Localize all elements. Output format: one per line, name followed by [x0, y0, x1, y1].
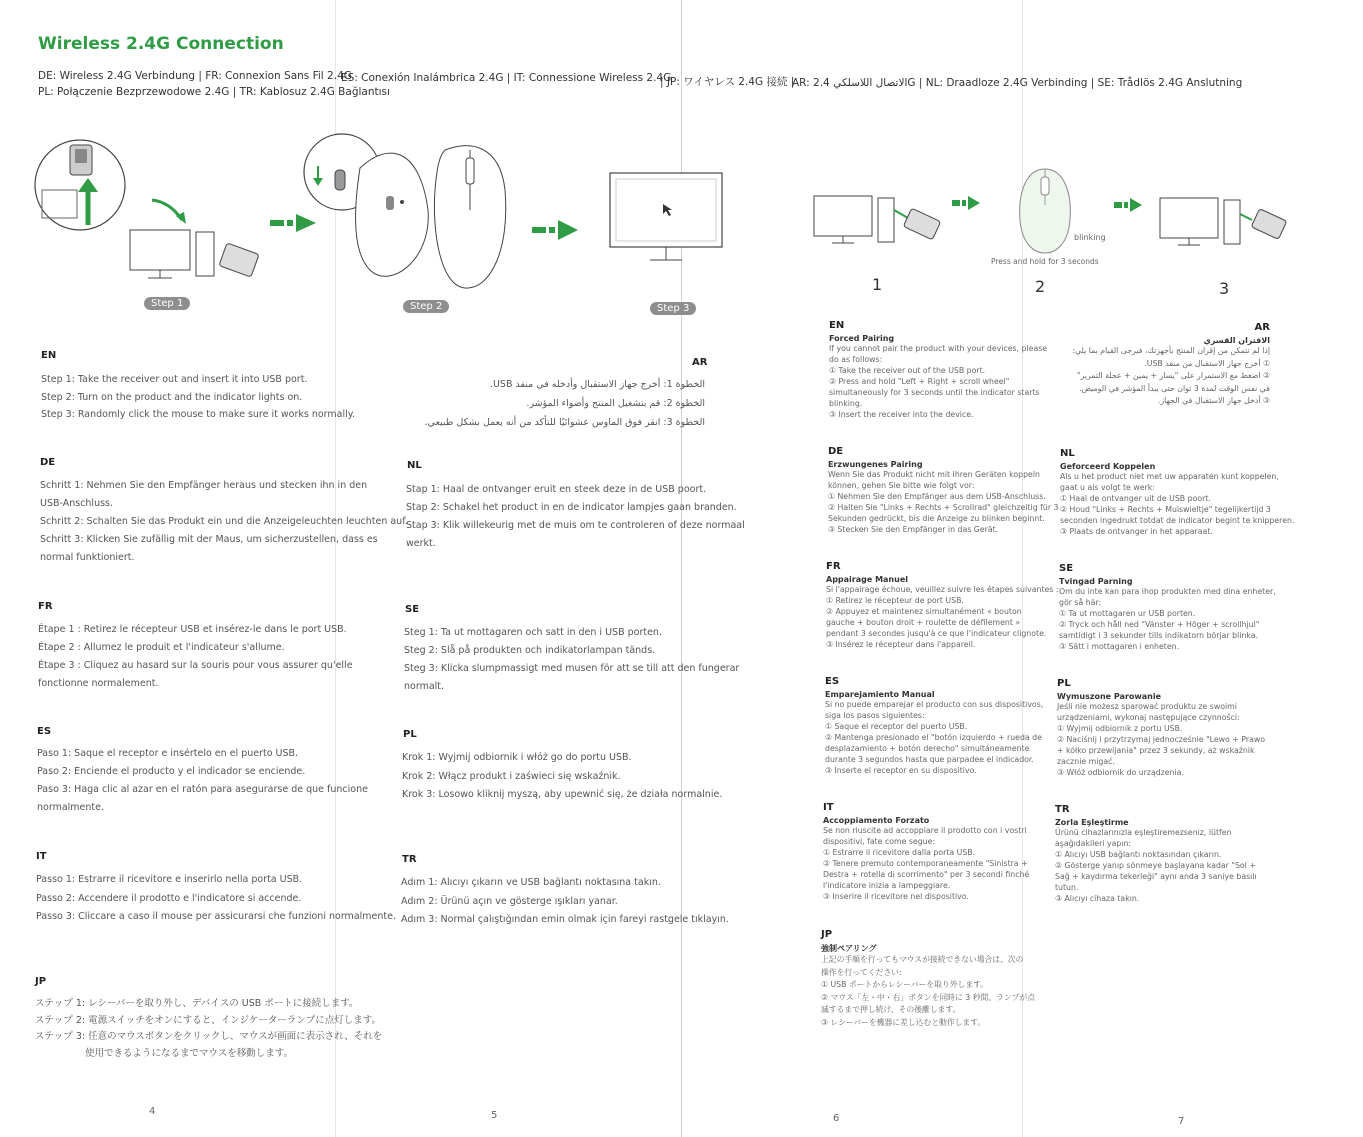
se-heading: SE: [405, 604, 420, 615]
es-pairing-line: siga los pasos siguientes:: [825, 711, 925, 720]
ar-step-line: الخطوة 3: انقر فوق الماوس عشوائيًا للتأكد من أنه يعمل بشكل طبيعي.: [424, 417, 705, 428]
pl-steps: [402, 749, 722, 805]
nl-pairing-subtitle: Geforceerd Koppelen: [1060, 462, 1156, 471]
se-steps: [404, 624, 739, 696]
fr-pairing-line: ② Appuyez et maintenez simultanément « bouton: [826, 607, 1022, 616]
jp-pairing-line: ② マウス「左・中・右」ボタンを同時に 3 秒間、ランプが点: [821, 992, 1036, 1002]
fr-pairing-subtitle: Appairage Manuel: [826, 575, 908, 584]
de-step-line: Schritt 2: Schalten Sie das Produkt ein und die Anzeigeleuchten leuchten auf.: [40, 516, 408, 527]
en-step-line: Step 2: Turn on the product and the indicator lights on.: [41, 391, 303, 403]
ar-pairing-heading: AR: [1254, 322, 1270, 333]
de-pairing-line: Sekunden gedrückt, bis die Anzeige zu blinken beginnt.: [828, 514, 1045, 523]
page-title: Wireless 2.4G Connection: [38, 34, 284, 54]
pl-pairing-line: zacznie migać.: [1057, 757, 1115, 766]
step3-label: Step 3: [650, 302, 696, 315]
step1-label: Step 1: [144, 297, 190, 310]
fr-step-line: Étape 3 : Cliquez au hasard sur la souris pour vous assurer qu'elle: [38, 660, 353, 671]
tr-pairing-line: ① Alıcıyı USB bağlantı noktasından çıkarın.: [1055, 850, 1222, 859]
pl-step-line: Krok 1: Wyjmij odbiornik i włóż go do portu USB.: [402, 752, 632, 763]
tr-pairing-section: [1055, 804, 1257, 904]
pl-pairing-line: + kółko przewijania" przez 3 sekundy, aż wskaźnik: [1057, 746, 1255, 755]
arrow-icon: [952, 196, 982, 210]
se-pairing-line: ① Ta ut mottagaren ur USB porten.: [1059, 609, 1196, 618]
en-pairing-line: ② Press and hold "Left + Right + scroll wheel": [829, 377, 1010, 386]
se-pairing-line: gör så här:: [1059, 598, 1102, 607]
se-pairing-line: samtidigt i 3 sekunder tills indikatorn börjar blinka.: [1059, 631, 1258, 640]
de-pairing-line: ③ Stecken Sie den Empfänger in das Gerät.: [828, 525, 999, 534]
en-pairing-line: simultaneously for 3 seconds until the indicator starts: [829, 388, 1040, 397]
en-pairing-section: [829, 320, 1047, 420]
es-step-line: Paso 2: Enciende el producto y el indicador se enciende.: [37, 766, 306, 777]
language-line-1a: DE: Wireless 2.4G Verbindung | FR: Connexion Sans Fil 2.4G: [38, 70, 352, 82]
tr-steps: [401, 874, 729, 930]
ar-pairing-subtitle: الاقتران القسري: [1203, 336, 1270, 345]
press-hold-label: Press and hold for 3 seconds: [991, 257, 1099, 266]
nl-pairing-line: gaat u als volgt te werk:: [1060, 483, 1155, 492]
ar-step-line: الخطوة 2: قم بتشغيل المنتج وأضواء المؤشر.: [526, 398, 705, 409]
ar-pairing-line: في نفس الوقت لمدة 3 ثوان حتى يبدأ المؤشر في الوميض.: [1079, 383, 1270, 393]
nl-pairing-heading: NL: [1060, 448, 1075, 459]
de-pairing-line: ② Halten Sie "Links + Rechts + Scrollrad" gleichzeitig für 3: [828, 503, 1059, 512]
tr-pairing-line: tutun.: [1055, 883, 1079, 892]
it-pairing-line: Se non riuscite ad accoppiare il prodotto con i vostri: [823, 826, 1027, 835]
se-step-line: normalt.: [404, 681, 445, 692]
pairing-step-number-1: 1: [872, 275, 883, 294]
pl-pairing-line: ② Naciśnij i przytrzymaj jednocześnie "Lewo + Prawo: [1057, 735, 1266, 744]
es-pairing-line: ② Mantenga presionado el "botón izquierdo + rueda de: [825, 733, 1042, 742]
step3-illustration: [600, 168, 730, 273]
it-pairing-line: ① Estrarre il ricevitore dalla porta USB.: [823, 848, 976, 857]
step2-label: Step 2: [403, 300, 449, 313]
jp-pairing-subtitle: 強制ペアリング: [821, 944, 877, 953]
pairing-step-number-2: 2: [1035, 277, 1046, 296]
step2-illustration: [300, 130, 580, 295]
page-number-6: 6: [833, 1113, 840, 1124]
it-pairing-heading: IT: [823, 802, 834, 813]
es-step-line: normalmente.: [37, 802, 104, 813]
ar-pairing-line: إذا لم تتمكن من إقران المنتج بأجهزتك، فيرجى القيام بما يلي:: [1072, 346, 1270, 355]
pl-pairing-line: Jeśli nie możesz sparować produktu ze swoimi: [1057, 702, 1237, 711]
ar-heading: AR: [692, 357, 708, 368]
jp-step-line: ステップ 1: レシーバーを取り外し、デバイスの USB ポートに接続します。: [35, 998, 359, 1009]
fr-pairing-line: ③ Insérez le récepteur dans l'appareil.: [826, 640, 976, 649]
es-pairing-line: ③ Inserte el receptor en su dispositivo.: [825, 766, 977, 775]
jp-pairing-line: 上記の手順を行ってもマウスが接続できない場合は、次の: [821, 955, 1024, 964]
es-step-line: Paso 1: Saque el receptor e insértelo en el puerto USB.: [37, 748, 299, 759]
it-heading: IT: [36, 851, 47, 862]
tr-pairing-subtitle: Zorla Eşleştirme: [1055, 818, 1129, 827]
jp-heading: JP: [35, 976, 47, 987]
it-step-line: Passo 1: Estrarre il ricevitore e inserirlo nella porta USB.: [36, 874, 303, 885]
de-pairing-line: Wenn Sie das Produkt nicht mit Ihren Geräten koppeln: [828, 470, 1040, 479]
tr-pairing-line: Sağ + kaydırma tekerleği" aynı anda 3 saniye basılı: [1055, 872, 1257, 881]
es-steps: [37, 745, 368, 817]
de-step-line: USB-Anschluss.: [40, 498, 114, 509]
de-pairing-subtitle: Erzwungenes Pairing: [828, 460, 923, 469]
ar-pairing-line: ③ أدخل جهاز الاستقبال في الجهاز.: [1157, 396, 1270, 405]
de-pairing-line: ① Nehmen Sie den Empfänger aus dem USB-Anschluss.: [828, 492, 1046, 501]
jp-steps: [35, 996, 382, 1062]
es-pairing-section: [825, 676, 1043, 776]
se-step-line: Steg 3: Klicka slumpmassigt med musen för att se till att den fungerar: [404, 663, 740, 674]
jp-step-line: ステップ 3: 任意のマウスボタンをクリックし、マウスが画面に表示され、それを: [35, 1031, 383, 1042]
es-pairing-line: durante 3 segundos hasta que parpadee el indicador.: [825, 755, 1034, 764]
language-line-2: PL: Połączenie Bezprzewodowe 2.4G | TR: Kablosuz 2.4G Bağlantısı: [38, 86, 390, 98]
page-number-7: 7: [1178, 1116, 1185, 1127]
tr-step-line: Adım 1: Alıcıyı çıkarın ve USB bağlantı noktasına takın.: [401, 877, 661, 888]
en-pairing-line: blinking.: [829, 399, 863, 408]
it-pairing-line: ② Tenere premuto contemporaneamente "Sinistra +: [823, 859, 1028, 868]
pl-heading: PL: [403, 729, 417, 740]
nl-pairing-line: Als u het product niet met uw apparaten kunt koppelen,: [1060, 472, 1279, 481]
nl-pairing-line: ② Houd "Links + Rechts + Muiswieltje" tegelijkertijd 3: [1060, 505, 1271, 514]
jp-pairing-section: [821, 929, 1035, 1029]
it-pairing-subtitle: Accoppiamento Forzato: [823, 816, 930, 825]
pairing-step2-mouse-illustration: [1010, 165, 1080, 255]
pl-pairing-line: urządzeniami, wykonaj następujące czynności:: [1057, 713, 1240, 722]
ar-step-line: الخطوة 1: أخرج جهاز الاستقبال وأدخله في منفذ USB.: [489, 379, 705, 390]
it-pairing-line: ③ Inserire il ricevitore nel dispositivo.: [823, 892, 969, 901]
pl-pairing-section: [1057, 678, 1265, 778]
page-number-5: 5: [491, 1110, 498, 1121]
fr-pairing-section: [826, 561, 1058, 650]
jp-pairing-line: ③ レシーバーを機器に差し込むと動作します。: [821, 1017, 986, 1027]
en-step-line: Step 3: Randomly click the mouse to make sure it works normally.: [41, 409, 356, 420]
arrow-icon: [1114, 198, 1144, 212]
de-step-line: Schritt 1: Nehmen Sie den Empfänger heraus und stecken ihn in den: [40, 480, 368, 491]
nl-pairing-line: ① Haal de ontvanger uit de USB poort.: [1060, 494, 1211, 503]
tr-pairing-line: Ürünü cihazlarınızla eşleştiremezseniz, lütfen: [1055, 828, 1232, 837]
nl-steps: [406, 481, 745, 553]
fr-steps: [38, 621, 353, 693]
it-pairing-section: [823, 802, 1029, 902]
page-number-4: 4: [149, 1106, 156, 1117]
es-pairing-subtitle: Emparejamiento Manual: [825, 690, 935, 699]
jp-pairing-line: 操作を行ってください:: [821, 967, 902, 977]
en-pairing-line: ① Take the receiver out of the USB port.: [829, 366, 986, 375]
tr-pairing-line: ② Göstergе yanıp sönmeye başlayana kadar "Sol +: [1055, 861, 1256, 870]
pl-step-line: Krok 3: Losowo kliknij myszą, aby upewnić się, że działa normalnie.: [402, 789, 723, 800]
es-pairing-line: desplazamiento + botón derecho" simultáneamente: [825, 744, 1030, 753]
ar-pairing-section: [1040, 322, 1270, 408]
language-line-1c: | JP: ワイヤレス 2.4G 接続 |: [660, 76, 795, 88]
tr-heading: TR: [402, 854, 417, 865]
fr-step-line: fonctionne normalement.: [38, 678, 159, 689]
es-pairing-heading: ES: [825, 676, 840, 687]
en-pairing-line: ③ Insert the receiver into the device.: [829, 410, 974, 419]
it-pairing-line: dispositivi, fate come segue:: [823, 837, 936, 846]
tr-pairing-heading: TR: [1055, 804, 1070, 815]
en-pairing-subtitle: Forced Pairing: [829, 334, 895, 343]
it-step-line: Passo 2: Accendere il prodotto e l'indicatore si accende.: [36, 892, 302, 904]
jp-pairing-heading: JP: [821, 929, 833, 940]
fr-heading: FR: [38, 601, 53, 612]
se-pairing-line: ③ Sätt i mottagaren i enheten.: [1059, 642, 1180, 651]
pl-pairing-subtitle: Wymuszone Parowanie: [1057, 692, 1162, 701]
es-heading: ES: [37, 726, 52, 737]
step1-illustration: [30, 130, 330, 290]
de-pairing-line: können, gehen Sie bitte wie folgt vor:: [828, 481, 975, 490]
tr-step-line: Adım 2: Ürünü açın ve gösterge ışıkları yanar.: [401, 895, 618, 907]
tr-pairing-line: aşağıdakileri yapın:: [1055, 839, 1132, 848]
de-heading: DE: [40, 457, 56, 468]
it-pairing-line: Destra + rotella di scorrimento" per 3 secondi finché: [823, 870, 1030, 879]
fr-pairing-line: pendant 3 secondes jusqu'à ce que l'indicateur clignote.: [826, 629, 1047, 638]
jp-step-line: ステップ 2: 電源スイッチをオンにすると、インジケーターランプに点灯します。: [35, 1014, 382, 1026]
tr-step-line: Adım 3: Normal çalıştığından emin olmak için fareyi rastgele tıklayın.: [401, 914, 729, 925]
en-steps: [41, 371, 355, 424]
se-step-line: Steg 2: Slå på produkten och indikatorlampan tänds.: [404, 645, 656, 656]
it-steps: [36, 871, 396, 927]
de-pairing-section: [828, 446, 1058, 535]
de-pairing-heading: DE: [828, 446, 844, 457]
es-step-line: Paso 3: Haga clic al azar en el ratón para asegurarse de que funcione: [37, 784, 368, 795]
pl-pairing-line: ③ Włóż odbiornik do urządzenia.: [1057, 768, 1184, 777]
nl-pairing-section: [1060, 448, 1294, 537]
jp-pairing-line: 滅するまで押し続け、その後離します。: [821, 1005, 961, 1014]
en-step-line: Step 1: Take the receiver out and insert it into USB port.: [41, 374, 308, 385]
se-pairing-line: Om du inte kan para ihop produkten med dina enheter,: [1059, 587, 1276, 596]
nl-heading: NL: [407, 460, 422, 471]
blinking-label: blinking: [1074, 233, 1106, 242]
language-line-1d: AR: الاتصال اللاسلكي 2.4G | NL: Draadloze 2.4G Verbinding | SE: Trådlös 2.4G Anslutning: [792, 77, 1243, 89]
de-steps: [40, 477, 408, 567]
nl-pairing-line: ③ Plaats de ontvanger in het apparaat.: [1060, 527, 1213, 536]
pl-step-line: Krok 2: Włącz produkt i zaświeci się wskaźnik.: [402, 770, 621, 782]
se-pairing-line: ② Tryck och håll ned "Vänster + Höger + scrollhjul": [1059, 620, 1260, 629]
es-pairing-line: ① Saque el receptor del puerto USB.: [825, 722, 968, 731]
de-step-line: normal funktioniert.: [40, 552, 135, 563]
en-heading: EN: [41, 350, 57, 361]
es-pairing-line: Si no puede emparejar el producto con sus dispositivos,: [825, 700, 1044, 709]
fr-pairing-line: Si l'appairage échoue, veuillez suivre les étapes suivantes :: [826, 585, 1059, 594]
ar-steps: [420, 375, 705, 432]
pl-pairing-heading: PL: [1057, 678, 1071, 689]
nl-pairing-line: seconden ingedrukt totdat de indicator begint te knipperen.: [1060, 516, 1295, 525]
nl-step-line: Stap 3: Klik willekeurig met de muis om te controleren of deze normaal: [406, 520, 745, 531]
se-pairing-section: [1059, 563, 1276, 652]
en-pairing-line: do as follows:: [829, 355, 883, 364]
tr-pairing-line: ③ Alıcıyı cihaza takın.: [1055, 894, 1140, 903]
jp-step-line: 使用できるようになるまでマウスを移動します。: [85, 1047, 293, 1059]
nl-step-line: Stap 2: Schakel het product in en de indicator lampjes gaan branden.: [406, 502, 737, 513]
se-pairing-subtitle: Tvingad Parning: [1059, 577, 1133, 586]
language-line-1b: ES: Conexión Inalámbrica 2.4G | IT: Connessione Wireless 2.4G: [341, 72, 672, 84]
pairing-step1-illustration: [810, 190, 960, 250]
pairing-step-number-3: 3: [1219, 279, 1230, 298]
ar-pairing-line: ① أخرج جهاز الاستقبال من منفذ USB.: [1144, 358, 1270, 368]
se-step-line: Steg 1: Ta ut mottagaren och satt in den i USB porten.: [404, 627, 662, 638]
en-pairing-line: If you cannot pair the product with your devices, please: [829, 344, 1048, 353]
fr-step-line: Étape 1 : Retirez le récepteur USB et insérez-le dans le port USB.: [38, 624, 347, 635]
fr-pairing-line: gauche + bouton droit + roulette de défilement »: [826, 618, 1021, 627]
pairing-step3-illustration: [1156, 192, 1296, 252]
nl-step-line: Stap 1: Haal de ontvanger eruit en steek deze in de USB poort.: [406, 484, 707, 495]
fr-pairing-line: ① Retirez le récepteur de port USB.: [826, 596, 964, 605]
jp-pairing-line: ① USB ポートからレシーバーを取り外します。: [821, 980, 989, 989]
en-pairing-heading: EN: [829, 320, 845, 331]
ar-pairing-line: ② اضغط مع الاستمرار على "يسار + يمين + عجلة التمرير": [1076, 371, 1270, 380]
it-pairing-line: l'indicatore inizia a lampeggiare.: [823, 881, 951, 890]
de-step-line: Schritt 3: Klicken Sie zufällig mit der Maus, um sicherzustellen, dass es: [40, 534, 378, 545]
fr-step-line: Étape 2 : Allumez le produit et l'indicateur s'allume.: [38, 642, 285, 653]
pl-pairing-line: ① Wyjmij odbiornik z portu USB.: [1057, 724, 1183, 733]
se-pairing-heading: SE: [1059, 563, 1074, 574]
it-step-line: Passo 3: Cliccare a caso il mouse per assicurarsi che funzioni normalmente.: [36, 911, 396, 922]
nl-step-line: werkt.: [406, 538, 436, 549]
fr-pairing-heading: FR: [826, 561, 841, 572]
